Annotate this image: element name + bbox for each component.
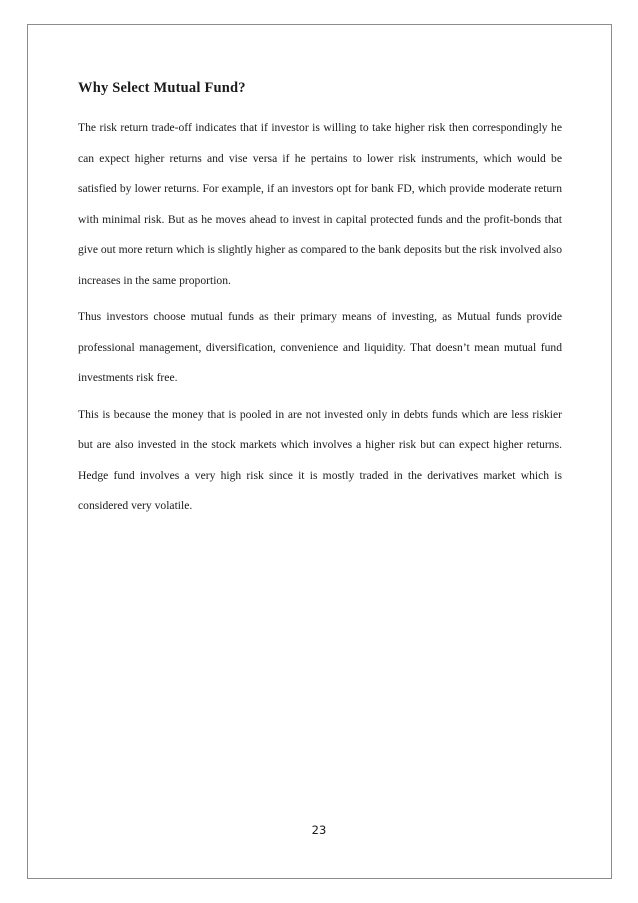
- document-body: [78, 78, 562, 528]
- paragraph-risk-explanation: This is because the money that is pooled in are not invested only in debts funds which are less riskier but are also invested in the stock markets which involves a higher risk but can expect higher returns. Hedge fund involves a very high risk since it is mostly traded in the derivatives market which is considered very volatile.: [78, 407, 562, 512]
- section-heading: Why Select Mutual Fund?: [78, 80, 246, 96]
- page-number: 23: [311, 823, 327, 837]
- paragraph-investor-choice: Thus investors choose mutual funds as their primary means of investing, as Mutual funds provide professional management, diversification, convenience and liquidity. That doesn’t mean mutual fund investments risk free.: [78, 310, 562, 384]
- paragraph-risk-return: The risk return trade-off indicates that if investor is willing to take higher risk then correspondingly he can expect higher returns and vise versa if he pertains to lower risk instruments, which would be satisfied by lower returns. For example, if an investors opt for bank FD, which provide moderate return with minimal risk. But as he moves ahead to invest in capital protected funds and the profit-bonds that give out more return which is slightly higher as compared to the bank deposits but the risk involved also increases in the same proportion.: [78, 121, 562, 287]
